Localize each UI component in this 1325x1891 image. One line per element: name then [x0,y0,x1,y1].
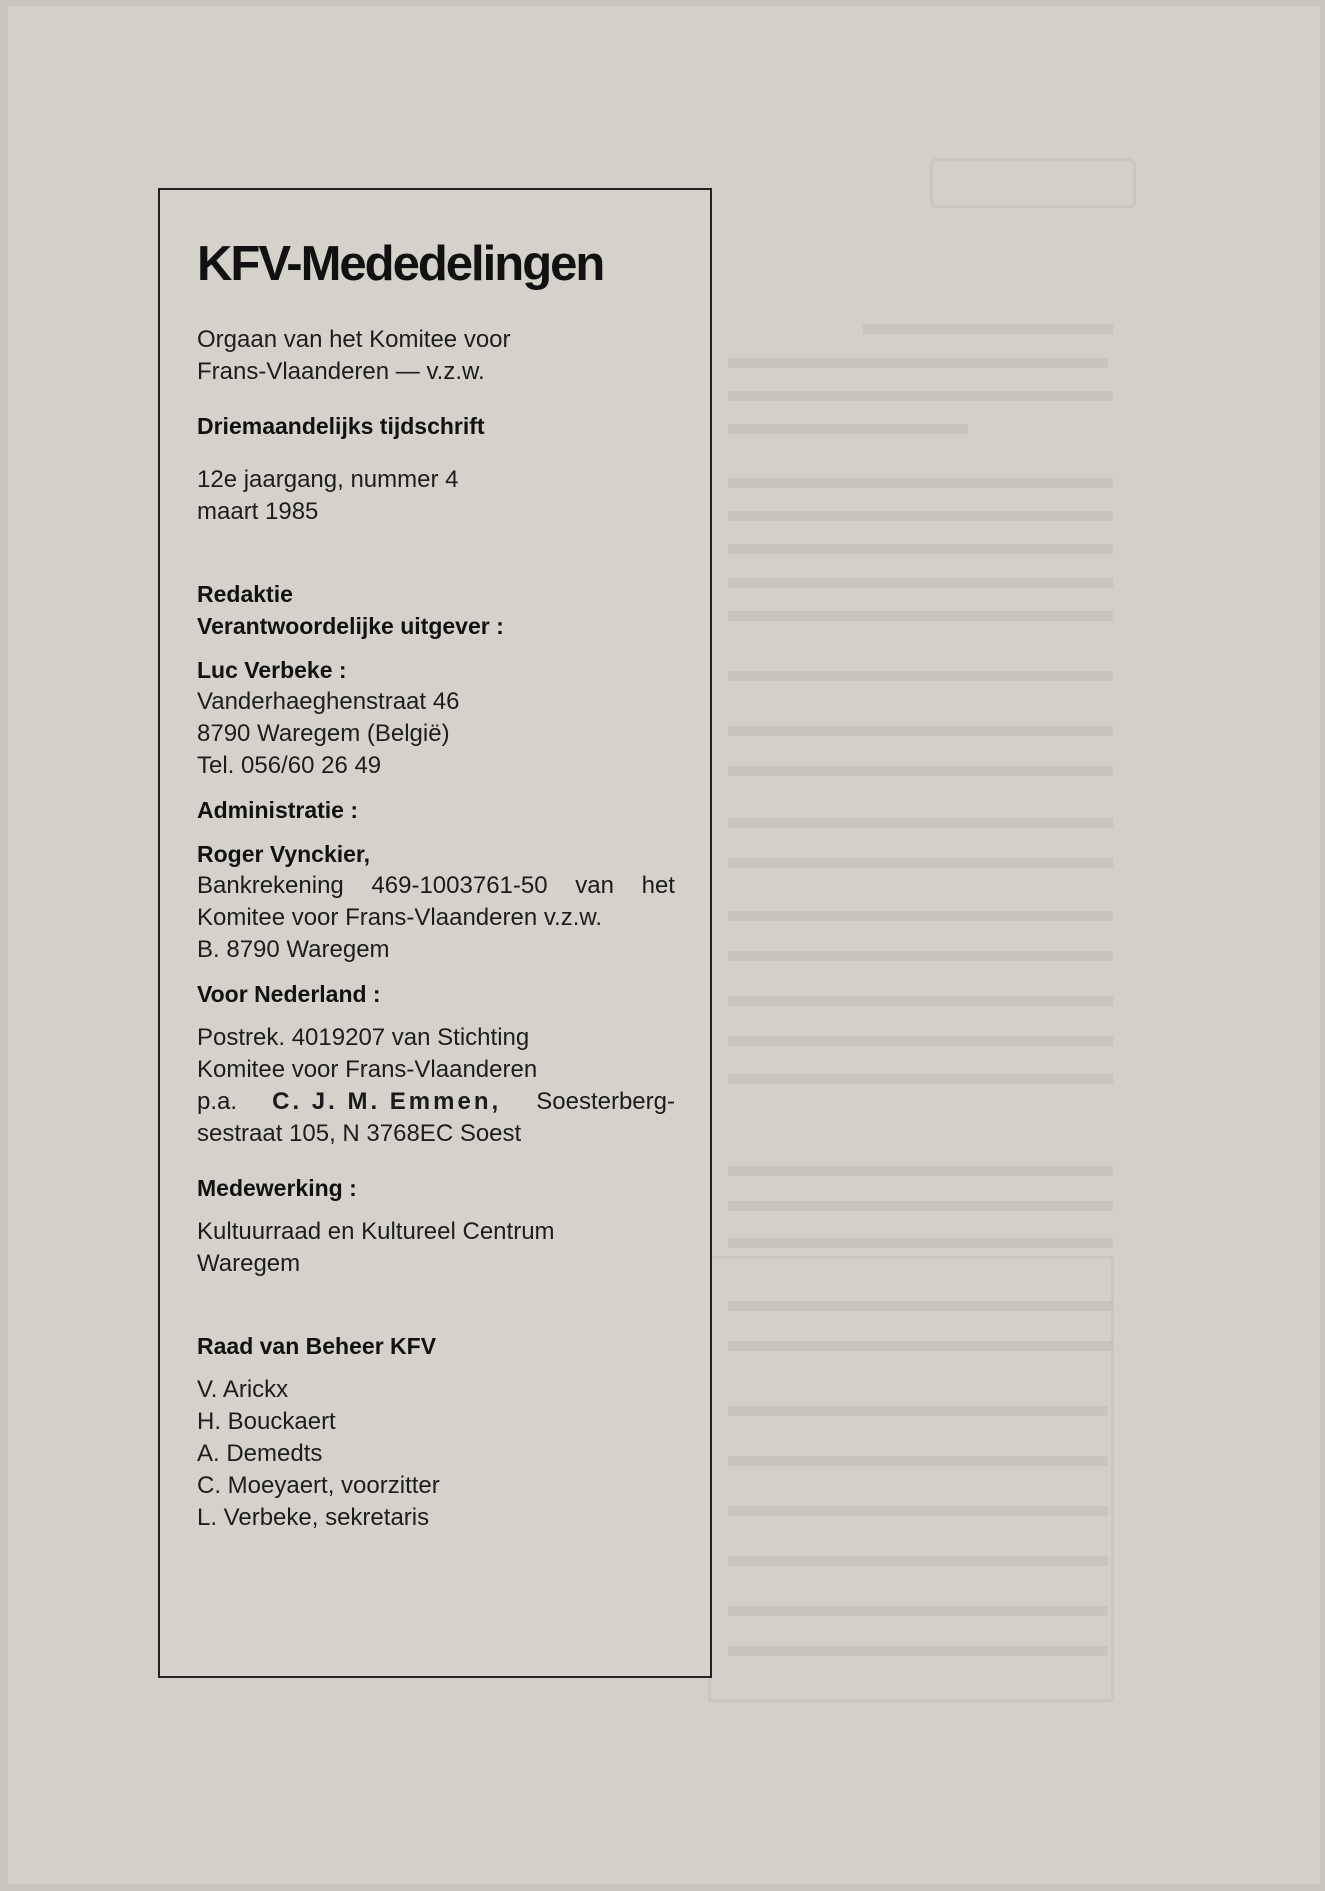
nederland-pa: p.a. [197,1088,238,1115]
raad-heading: Raad van Beheer KFV [197,1333,437,1359]
bank-word-3: van [575,872,614,899]
nederland-heading: Voor Nederland : [197,981,381,1007]
nederland-line-3 [197,1086,675,1118]
bank-account-line [197,870,675,902]
nederland-line-1: Postrek. 4019207 van Stichting [197,1024,530,1051]
raad-member: V. Arickx [197,1376,289,1403]
administratie-line-3: B. 8790 Waregem [197,936,390,963]
raad-member: H. Bouckaert [197,1408,336,1435]
nederland-line-4: sestraat 105, N 3768EC Soest [197,1120,522,1147]
nederland-line-2: Komitee voor Frans-Vlaanderen [197,1056,538,1083]
medewerking-heading: Medewerking : [197,1175,357,1201]
publisher-phone: Tel. 056/60 26 49 [197,752,382,779]
issue-date: maart 1985 [197,498,319,525]
masthead-title: KFV-Mededelingen [197,237,604,291]
medewerking-line-2: Waregem [197,1250,301,1277]
administratie-name: Roger Vynckier, [197,841,371,867]
nederland-contact-name: C. J. M. Emmen, [272,1088,502,1115]
raad-member: A. Demedts [197,1440,323,1467]
bank-word-2: 469-1003761-50 [371,872,548,899]
periodicity: Driemaandelijks tijdschrift [197,413,485,439]
nederland-street-start: Soesterberg- [536,1088,675,1115]
raad-member: C. Moeyaert, voorzitter [197,1472,440,1499]
administratie-heading: Administratie : [197,797,359,823]
publisher-name: Luc Verbeke : [197,657,347,683]
bank-word-1: Bankrekening [197,872,344,899]
document-page [8,6,1320,1884]
publisher-heading: Verantwoordelijke uitgever : [197,613,504,639]
issue-volume: 12e jaargang, nummer 4 [197,466,459,493]
administratie-line-2: Komitee voor Frans-Vlaanderen v.z.w. [197,904,603,931]
medewerking-line-1: Kultuurraad en Kultureel Centrum [197,1218,555,1245]
publisher-street: Vanderhaeghenstraat 46 [197,688,460,715]
subtitle-line-1: Orgaan van het Komitee voor [197,326,511,353]
redaktie-heading: Redaktie [197,581,293,607]
subtitle-line-2: Frans-Vlaanderen — v.z.w. [197,358,485,385]
bank-word-4: het [641,872,675,899]
publisher-city: 8790 Waregem (België) [197,720,450,747]
colophon-box [158,188,712,1678]
raad-member: L. Verbeke, sekretaris [197,1504,430,1531]
